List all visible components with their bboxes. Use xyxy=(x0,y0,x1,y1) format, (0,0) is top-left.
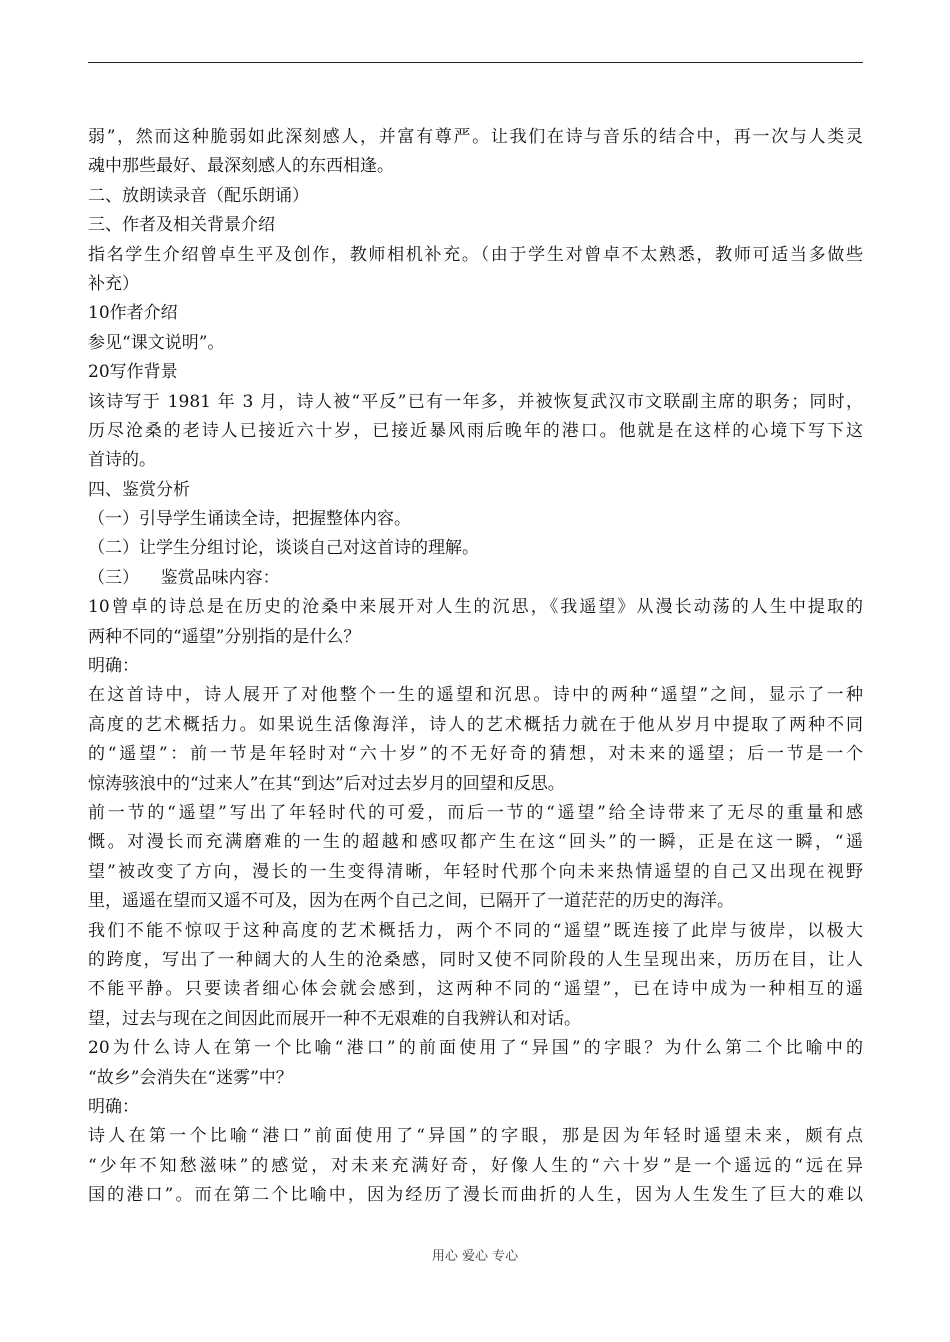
text-line: 望，过去与现在之间因此而展开一种不无艰难的自我辨认和对话。 xyxy=(88,1008,581,1029)
text-line: 慨。对漫长而充满磨难的一生的超越和感叹都产生在这“回头”的一瞬，正是在这一瞬，“遥 xyxy=(88,832,863,853)
text-line: 参见“课文说明”。 xyxy=(88,332,225,353)
text-line: 弱”，然而这种脆弱如此深刻感人，并富有尊严。让我们在诗与音乐的结合中，再一次与人类灵 xyxy=(88,127,863,147)
text-line: 国的港口”。而在第二个比喻中，因为经历了漫长而曲折的人生，因为人生发生了巨大的难以 xyxy=(88,1185,863,1206)
section-heading: 四、鉴赏分析 xyxy=(88,479,190,500)
text-line: 望”被改变了方向，漫长的一生变得清晰，年轻时代那个向未来热情遥望的自己又出现在视野 xyxy=(88,861,863,882)
section-heading: 二、放朗读录音（配乐朗诵） xyxy=(88,185,309,206)
document-body xyxy=(88,123,863,1210)
text-line: 10曾卓的诗总是在历史的沧桑中来展开对人生的沉思，《我遥望》从漫长动荡的人生中提取的 xyxy=(88,597,863,618)
text-line: 魂中那些最好、最深刻感人的东西相逢。 xyxy=(88,156,394,177)
text-line: 里，遥遥在望而又遥不可及，因为在两个自己之间，已隔开了一道茫茫的历史的海洋。 xyxy=(88,891,734,912)
text-line: 该诗写于 1981 年 3 月，诗人被“平反”已有一年多，并被恢复武汉市文联副主席的职务；同时， xyxy=(88,391,863,412)
subsection-heading: 20写作背景 xyxy=(88,362,178,383)
text-line: “故乡”会消失在“迷雾”中？ xyxy=(88,1067,293,1088)
text-line: 历尽沧桑的老诗人已接近六十岁，已接近暴风雨后晚年的港口。他就是在这样的心境下写下这 xyxy=(88,420,863,441)
subsection-heading: 10作者介绍 xyxy=(88,303,178,324)
text-line: 不能平静。只要读者细心体会就会感到，这两种不同的“遥望”，已在诗中成为一种相互的遥 xyxy=(88,979,863,1000)
text-line: （二）让学生分组讨论，谈谈自己对这首诗的理解。 xyxy=(88,538,479,559)
text-line: （三） 鉴赏品味内容： xyxy=(88,567,280,588)
text-line: 诗人在第一个比喻“港口”前面使用了“异国”的字眼，那是因为年轻时遥望未来，颇有点 xyxy=(88,1126,863,1147)
text-line: 指名学生介绍曾卓生平及创作，教师相机补充。（由于学生对曾卓不太熟悉，教师可适当多做些 xyxy=(88,244,863,265)
text-line: 明确： xyxy=(88,1096,139,1117)
text-line: 惊涛骇浪中的“过来人”在其“到达”后对过去岁月的回望和反思。 xyxy=(88,773,565,794)
text-line: 前一节的“遥望”写出了年轻时代的可爱，而后一节的“遥望”给全诗带来了无尽的重量和感 xyxy=(88,802,863,823)
text-line: 两种不同的“遥望”分别指的是什么？ xyxy=(88,626,361,647)
text-line: 明确： xyxy=(88,656,139,677)
page-footer: 用心 爱心 专心 xyxy=(431,1249,519,1264)
text-line: 我们不能不惊叹于这种高度的艺术概括力，两个不同的“遥望”既连接了此岸与彼岸，以极大 xyxy=(88,920,863,941)
text-line: （一）引导学生诵读全诗，把握整体内容。 xyxy=(88,509,411,530)
text-line: 在这首诗中，诗人展开了对他整个一生的遥望和沉思。诗中的两种“遥望”之间，显示了一种 xyxy=(88,685,863,706)
text-line: 的“遥望”：前一节是年轻时对“六十岁”的不无好奇的猜想，对未来的遥望；后一节是一个 xyxy=(88,744,863,765)
text-line: 的跨度，写出了一种阔大的人生的沧桑感，同时又使不同阶段的人生呈现出来，历历在目，让人 xyxy=(88,949,863,970)
text-line: “少年不知愁滋味”的感觉，对未来充满好奇，好像人生的“六十岁”是一个遥远的“远在异 xyxy=(88,1155,863,1176)
section-heading: 三、作者及相关背景介绍 xyxy=(88,215,275,236)
header-rule xyxy=(88,62,863,63)
text-line: 高度的艺术概括力。如果说生活像海洋，诗人的艺术概括力就在于他从岁月中提取了两种不同 xyxy=(88,714,863,735)
text-line: 补充） xyxy=(88,273,139,294)
text-line: 20为什么诗人在第一个比喻“港口”的前面使用了“异国”的字眼？为什么第二个比喻中的 xyxy=(88,1038,863,1059)
text-line: 首诗的。 xyxy=(88,450,156,471)
